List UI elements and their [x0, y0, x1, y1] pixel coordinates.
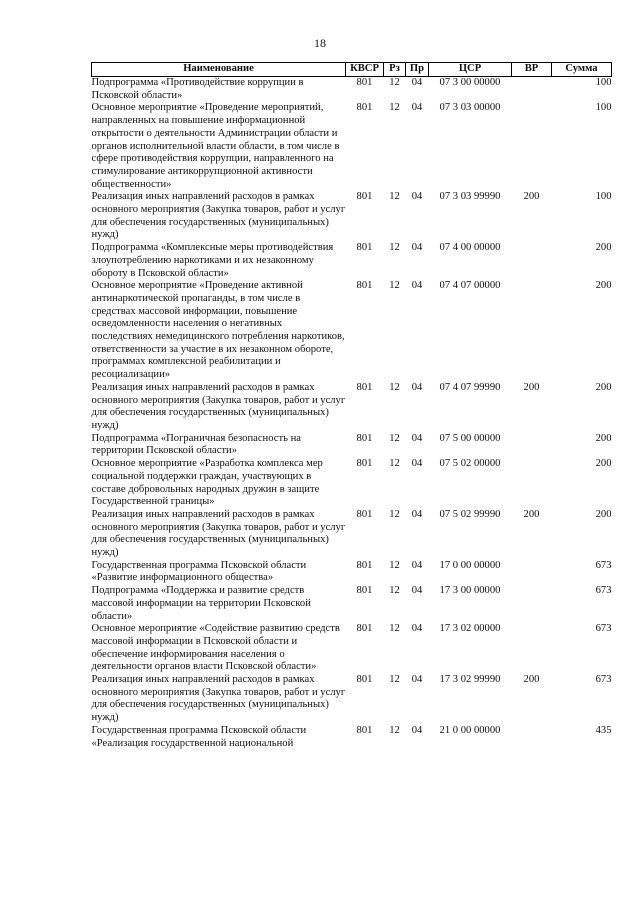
row-kvsr: 801	[356, 432, 373, 444]
row-name: Государственная программа Псковской области «Развитие информационного общества»	[91, 559, 307, 584]
row-name: Реализация иных направлений расходов в рамках основного мероприятия (Закупка товаров, работ и услуг для обеспечения государственных (муниципальных) нужд)	[91, 674, 346, 724]
row-sum: 435	[595, 724, 612, 736]
row-vr	[512, 560, 552, 585]
row-rz: 12	[389, 724, 400, 736]
row-vr	[512, 433, 552, 458]
row-rz: 12	[389, 280, 400, 292]
row-vr: 200	[523, 381, 540, 393]
row-vr	[512, 77, 552, 103]
row-vr	[512, 242, 552, 280]
row-csr: 07 5 02 00000	[439, 458, 501, 470]
row-vr: 200	[523, 674, 540, 686]
row-kvsr: 801	[356, 724, 373, 736]
row-vr	[512, 102, 552, 191]
table-row	[92, 560, 612, 585]
row-rz: 12	[389, 102, 400, 114]
row-sum: 673	[595, 674, 612, 686]
row-csr: 07 4 07 00000	[439, 280, 501, 292]
row-vr: 200	[523, 508, 540, 520]
row-csr: 07 3 00 00000	[439, 77, 501, 88]
row-pr: 04	[411, 585, 423, 597]
row-kvsr: 801	[356, 674, 373, 686]
col-header-sum: Сумма	[552, 63, 612, 77]
row-rz: 12	[389, 242, 400, 254]
table-row	[92, 382, 612, 433]
row-name: Реализация иных направлений расходов в рамках основного мероприятия (Закупка товаров, работ и услуг для обеспечения государственных (муниципальных) нужд)	[91, 508, 346, 559]
row-sum: 673	[595, 559, 612, 571]
row-csr: 17 3 02 99990	[439, 674, 501, 686]
row-sum: 673	[595, 585, 612, 597]
row-vr	[512, 280, 552, 382]
table-row	[92, 433, 612, 458]
row-pr: 04	[411, 508, 423, 520]
row-csr: 07 4 00 00000	[439, 242, 501, 254]
row-pr: 04	[411, 191, 423, 203]
row-csr: 07 3 03 99990	[439, 191, 501, 203]
col-header-vr: ВР	[512, 63, 552, 77]
row-csr: 07 4 07 99990	[439, 381, 501, 393]
row-kvsr: 801	[356, 381, 373, 393]
row-kvsr: 801	[356, 559, 373, 571]
row-pr: 04	[411, 559, 423, 571]
row-name: Подпрограмма «Комплексные меры противодействия злоупотреблению наркотиками и их незаконному обороту в Псковской области»	[91, 242, 334, 279]
row-pr: 04	[411, 674, 423, 686]
row-sum: 100	[595, 102, 612, 114]
row-name: Основное мероприятие «Проведение мероприятий, направленных на повышение информационной открытости о деятельности Администрации области и органов исполнительной власти области, в том числе в сфере противодействия коррупции, направленного на стимулирование антикоррупционной активности общественности»	[91, 102, 340, 190]
row-rz: 12	[389, 381, 400, 393]
col-header-pr: Пр	[406, 63, 429, 77]
table-row	[92, 509, 612, 560]
row-csr: 17 0 00 00000	[439, 559, 501, 571]
row-csr: 21 0 00 00000	[439, 724, 501, 736]
row-rz: 12	[389, 458, 400, 470]
row-pr: 04	[411, 724, 423, 736]
row-sum: 200	[595, 280, 612, 292]
row-vr	[512, 458, 552, 509]
row-sum: 200	[595, 432, 612, 444]
table-header-row	[92, 63, 612, 77]
row-csr: 17 3 00 00000	[439, 585, 501, 597]
row-csr: 07 5 00 00000	[439, 432, 501, 444]
row-pr: 04	[411, 102, 423, 114]
table-row	[92, 191, 612, 242]
table-row	[92, 585, 612, 623]
row-pr: 04	[411, 623, 423, 635]
row-pr: 04	[411, 280, 423, 292]
row-rz: 12	[389, 77, 400, 88]
row-rz: 12	[389, 559, 400, 571]
row-kvsr: 801	[356, 280, 373, 292]
row-kvsr: 801	[356, 458, 373, 470]
row-rz: 12	[389, 585, 400, 597]
row-kvsr: 801	[356, 508, 373, 520]
table-row	[92, 725, 612, 750]
row-pr: 04	[411, 458, 423, 470]
row-rz: 12	[389, 508, 400, 520]
row-name: Подпрограмма «Поддержка и развитие средств массовой информации на территории Псковской области»	[91, 585, 311, 622]
table-row	[92, 458, 612, 509]
row-kvsr: 801	[356, 585, 373, 597]
row-sum: 100	[595, 191, 612, 203]
row-rz: 12	[389, 623, 400, 635]
row-sum: 100	[595, 77, 612, 88]
row-sum: 673	[595, 623, 612, 635]
row-name: Основное мероприятие «Содействие развитию средств массовой информации в Псковской области и обеспечение информирования населения о деятельности органов власти Псковской области»	[91, 623, 340, 673]
row-sum: 200	[595, 508, 612, 520]
row-vr	[512, 725, 552, 750]
row-name: Подпрограмма «Пограничная безопасность на территории Псковской области»	[91, 432, 301, 457]
row-pr: 04	[411, 242, 423, 254]
table-row	[92, 102, 612, 191]
page-number: 18	[314, 36, 326, 50]
row-csr: 07 3 03 00000	[439, 102, 501, 114]
row-kvsr: 801	[356, 242, 373, 254]
row-pr: 04	[411, 77, 423, 88]
row-name: Реализация иных направлений расходов в рамках основного мероприятия (Закупка товаров, работ и услуг для обеспечения государственных (муниципальных) нужд)	[91, 381, 346, 431]
row-name: Основное мероприятие «Проведение активной антинаркотической пропаганды, в том числе в средствах массовой информации, повышение осведомленности населения о негативных последствиях немедицинского потребления наркотиков, ответственности за участие в их незаконном обороте, программах комплексной реабилитации и ресоциализации»	[91, 280, 345, 381]
row-rz: 12	[389, 432, 400, 444]
row-vr	[512, 585, 552, 623]
col-header-kvsr: КВСР	[346, 63, 384, 77]
row-sum: 200	[595, 458, 612, 470]
row-sum: 200	[595, 242, 612, 254]
row-kvsr: 801	[356, 77, 373, 88]
row-kvsr: 801	[356, 623, 373, 635]
row-vr: 200	[523, 191, 540, 203]
row-rz: 12	[389, 674, 400, 686]
row-kvsr: 801	[356, 102, 373, 114]
row-pr: 04	[411, 432, 423, 444]
col-header-name: Наименование	[92, 63, 346, 77]
row-name: Государственная программа Псковской области «Реализация государственной национальной	[91, 724, 307, 749]
row-sum: 200	[595, 381, 612, 393]
col-header-csr: ЦСР	[429, 63, 512, 77]
table-row	[92, 280, 612, 382]
row-pr: 04	[411, 381, 423, 393]
row-name: Основное мероприятие «Разработка комплекса мер социальной поддержки граждан, участвующих в составе добровольных народных дружин в защите Государственной границы»	[91, 458, 323, 508]
table-row	[92, 623, 612, 674]
row-name: Реализация иных направлений расходов в рамках основного мероприятия (Закупка товаров, работ и услуг для обеспечения государственных (муниципальных) нужд)	[91, 191, 346, 241]
row-name: Подпрограмма «Противодействие коррупции в Псковской области»	[91, 77, 304, 101]
table-row	[92, 674, 612, 725]
col-header-rz: Рз	[384, 63, 406, 77]
table-row	[92, 242, 612, 280]
row-rz: 12	[389, 191, 400, 203]
row-csr: 07 5 02 99990	[439, 508, 501, 520]
table-row	[92, 77, 612, 103]
row-kvsr: 801	[356, 191, 373, 203]
row-csr: 17 3 02 00000	[439, 623, 501, 635]
row-vr	[512, 623, 552, 674]
budget-table	[91, 62, 612, 750]
